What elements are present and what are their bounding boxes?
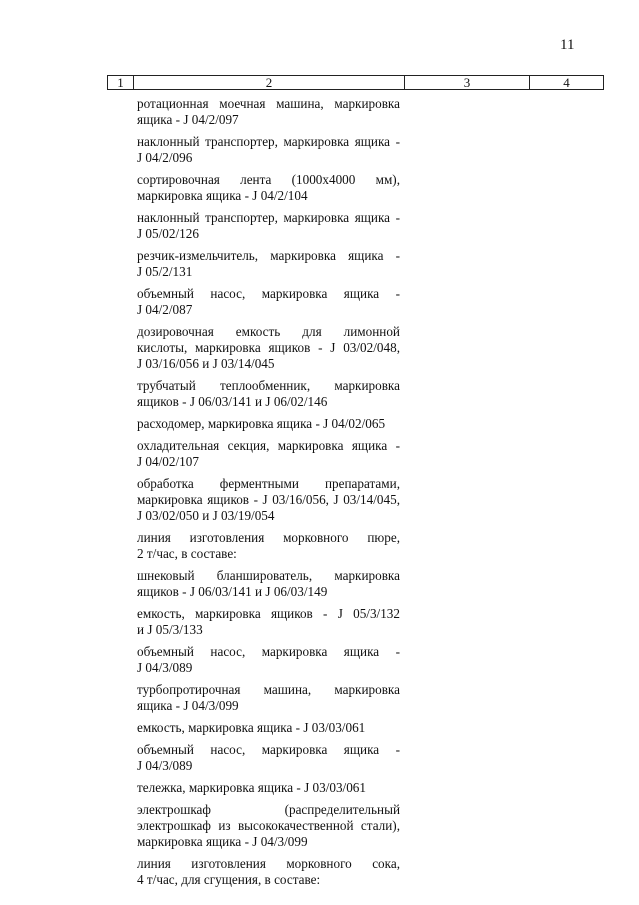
column-header-1: 1: [108, 76, 134, 89]
list-item-line: расходомер, маркировка ящика - J 04/02/065: [137, 416, 386, 431]
column-header-3: 3: [405, 76, 530, 89]
list-item-line: объемный насос, маркировка ящика -: [137, 286, 400, 301]
list-item-line: ящиков - J 06/03/141 и J 06/02/146: [137, 394, 328, 409]
list-item: [137, 606, 400, 638]
list-item: [137, 802, 400, 850]
list-item-line: емкость, маркировка ящиков - J 05/3/132: [137, 606, 400, 621]
list-item-line: трубчатый теплообменник, маркировка: [137, 378, 400, 393]
list-item-line: 4 т/час, для сгущения, в составе:: [137, 872, 321, 887]
list-item-line: линия изготовления морковного пюре,: [137, 530, 400, 545]
list-item-line: дозировочная емкость для лимонной: [137, 324, 400, 339]
list-item: [137, 530, 400, 562]
list-item: [137, 416, 400, 432]
list-item-line: сортировочная лента (1000х4000 мм),: [137, 172, 400, 187]
list-item-line: ящика - J 04/2/097: [137, 112, 239, 127]
list-item-line: кислоты, маркировка ящиков - J 03/02/048,: [137, 340, 400, 355]
list-item-line: линия изготовления морковного сока,: [137, 856, 400, 871]
list-item: [137, 96, 400, 128]
list-item-line: турбопротирочная машина, маркировка: [137, 682, 400, 697]
list-item-line: маркировка ящиков - J 03/16/056, J 03/14/045,: [137, 492, 400, 507]
list-item-line: J 04/2/087: [137, 302, 193, 317]
column-header-2: 2: [134, 76, 405, 89]
list-item: [137, 172, 400, 204]
list-item: [137, 568, 400, 600]
list-item-line: наклонный транспортер, маркировка ящика -: [137, 134, 400, 149]
list-item-line: ротационная моечная машина, маркировка: [137, 96, 400, 111]
list-item-line: охладительная секция, маркировка ящика -: [137, 438, 400, 453]
list-item: [137, 378, 400, 410]
list-item-line: шнековый бланширователь, маркировка: [137, 568, 400, 583]
list-item-line: J 03/02/050 и J 03/19/054: [137, 508, 275, 523]
list-item-line: J 04/3/089: [137, 660, 193, 675]
list-item: [137, 248, 400, 280]
list-item-line: ящика - J 04/3/099: [137, 698, 239, 713]
list-item: [137, 134, 400, 166]
list-item-line: обработка ферментными препаратами,: [137, 476, 400, 491]
table-header-row: [107, 75, 604, 90]
list-item: [137, 476, 400, 524]
list-item-line: объемный насос, маркировка ящика -: [137, 742, 400, 757]
list-item-line: наклонный транспортер, маркировка ящика -: [137, 210, 400, 225]
list-item: [137, 644, 400, 676]
list-item: [137, 856, 400, 888]
list-item: [137, 438, 400, 470]
page-number: 11: [560, 37, 575, 53]
list-item: [137, 210, 400, 242]
column-header-4: 4: [563, 75, 570, 90]
equipment-list: [137, 96, 400, 894]
list-item-line: объемный насос, маркировка ящика -: [137, 644, 400, 659]
list-item: [137, 780, 400, 796]
list-item-line: тележка, маркировка ящика - J 03/03/061: [137, 780, 366, 795]
list-item-line: электрошкаф из высококачественной стали),: [137, 818, 400, 833]
list-item-line: емкость, маркировка ящика - J 03/03/061: [137, 720, 366, 735]
list-item-line: ящиков - J 06/03/141 и J 06/03/149: [137, 584, 328, 599]
list-item: [137, 324, 400, 372]
list-item-line: маркировка ящика - J 04/3/099: [137, 834, 308, 849]
list-item-line: 2 т/час, в составе:: [137, 546, 237, 561]
list-item-line: J 03/16/056 и J 03/14/045: [137, 356, 275, 371]
list-item: [137, 720, 400, 736]
list-item: [137, 286, 400, 318]
list-item: [137, 682, 400, 714]
list-item-line: J 04/2/096: [137, 150, 193, 165]
list-item-line: маркировка ящика - J 04/2/104: [137, 188, 308, 203]
list-item-line: J 05/02/126: [137, 226, 199, 241]
list-item: [137, 742, 400, 774]
list-item-line: J 05/2/131: [137, 264, 193, 279]
list-item-line: и J 05/3/133: [137, 622, 203, 637]
list-item-line: J 04/3/089: [137, 758, 193, 773]
list-item-line: резчик-измельчитель, маркировка ящика -: [137, 248, 400, 263]
list-item-line: J 04/02/107: [137, 454, 199, 469]
list-item-line: электрошкаф (распределительный: [137, 802, 400, 817]
